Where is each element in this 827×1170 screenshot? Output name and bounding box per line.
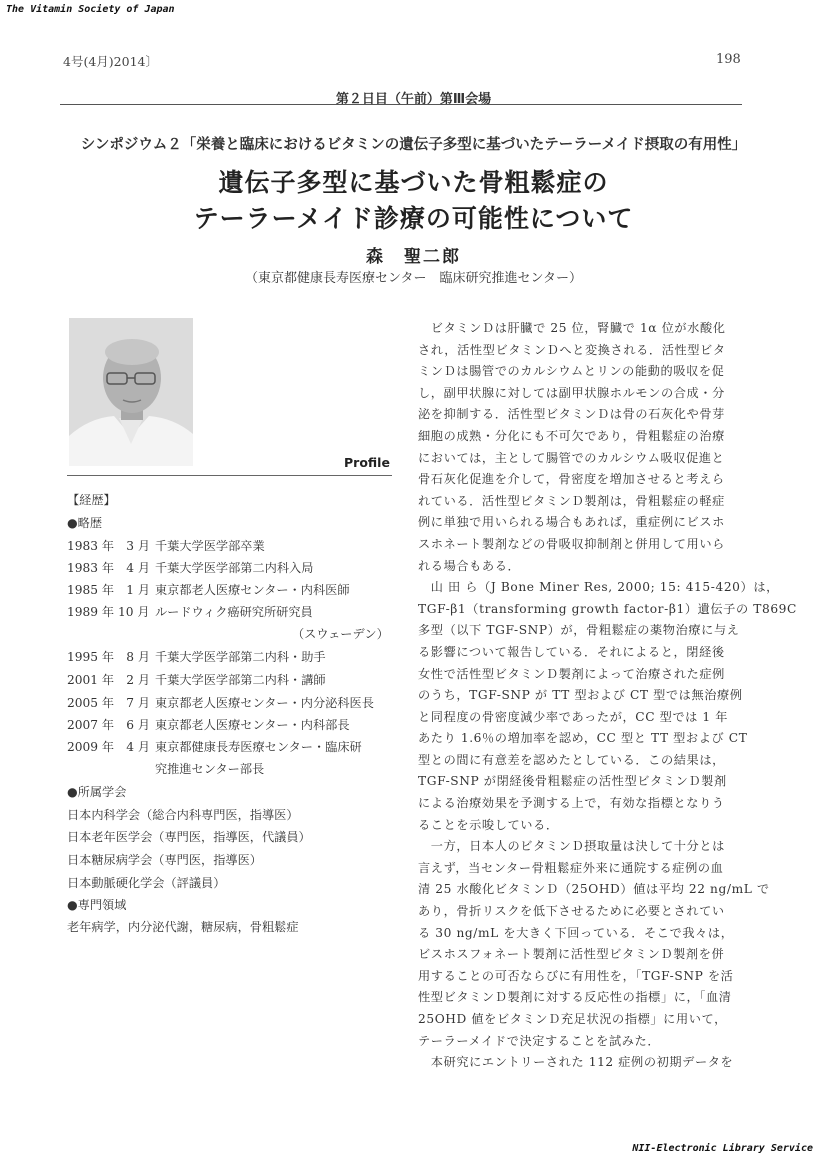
- article-title-line1: 遺伝子多型に基づいた骨粗鬆症の: [218, 168, 609, 197]
- body-line: 言えず，当センター骨粗鬆症外来に通院する症例の血: [418, 860, 724, 875]
- body-line: ることを示唆している．: [418, 817, 559, 832]
- article-title-line2: テーラーメイド診療の可能性について: [193, 204, 634, 233]
- societies-heading: ●所属学会: [67, 785, 127, 799]
- footer-service: NII-Electronic Library Service: [632, 1143, 813, 1154]
- page-number: 198: [716, 52, 741, 67]
- body-line: ビスホスフォネート製剤に活性型ビタミンＤ製剤を併: [418, 947, 725, 962]
- history-year: 1983 年 4 月: [67, 561, 151, 575]
- body-line: ビタミンＤは肝臓で 25 位，腎臓で 1α 位が水酸化: [418, 321, 726, 335]
- history-row: [67, 738, 362, 755]
- body-line: 用することの可否ならびに有用性を，「TGF-SNP を活: [418, 968, 734, 983]
- history-year: 2009 年 4 月: [67, 740, 151, 754]
- history-year: 2001 年 2 月: [67, 673, 151, 687]
- profile-label: Profile: [344, 455, 390, 470]
- profile-rule: [67, 475, 392, 476]
- body-text: [418, 318, 797, 1074]
- history-row-continued: [292, 625, 389, 642]
- body-line: あり，骨折リスクを低下させるために必要とされてい: [418, 904, 725, 919]
- specialty-text: 老年病学，内分泌代謝，糖尿病，骨粗鬆症: [67, 920, 299, 934]
- history-event: 千葉大学医学部卒業: [155, 539, 265, 553]
- body-line: による治療効果を予測する上で，有効な指標となりう: [418, 796, 725, 811]
- author-affiliation: （東京都健康長寿医療センター 臨床研究推進センター）: [245, 271, 582, 286]
- history-year: 1995 年 8 月: [67, 650, 151, 664]
- body-line: 山 田 ら（J Bone Miner Res, 2000; 15: 415-420）は，: [418, 580, 779, 595]
- body-line: 本研究にエントリーされた 112 症例の初期データを: [418, 1055, 734, 1070]
- body-line: し，副甲状腺に対しては副甲状腺ホルモンの合成・分: [418, 385, 725, 400]
- history-row: [67, 648, 326, 665]
- body-line: され，活性型ビタミンＤへと変換される．活性型ビタ: [418, 342, 726, 357]
- specialty-heading: ●専門領域: [67, 898, 127, 912]
- history-event: （スウェーデン）: [292, 627, 389, 641]
- body-line: れている．活性型ビタミンＤ製剤は，骨粗鬆症の軽症: [418, 493, 725, 508]
- body-line: 一方，日本人のビタミンＤ摂取量は決して十分とは: [418, 839, 725, 854]
- body-line: る 30 ng/mL を大きく下回っている．そこで我々は，: [418, 925, 734, 940]
- body-line: る影響について報告している．それによると，閉経後: [418, 644, 725, 659]
- history-year: 1985 年 1 月: [67, 583, 151, 597]
- history-row: [67, 559, 313, 576]
- history-row: [67, 671, 326, 688]
- header-rule: [60, 104, 742, 105]
- society-item: 日本動脈硬化学会（評議員）: [67, 876, 226, 890]
- body-line: 清 25 水酸化ビタミンＤ（25OHD）値は平均 22 ng/mL で: [418, 882, 770, 897]
- history-event: 東京都老人医療センター・内分泌科医長: [155, 696, 374, 710]
- body-line: 多型（以下 TGF-SNP）が，骨粗鬆症の薬物治療に与え: [418, 623, 740, 638]
- author-photo: [69, 318, 193, 466]
- society-item: 日本糖尿病学会（専門医，指導医）: [67, 853, 262, 867]
- body-line: 細胞の成熟・分化にも不可欠であり，骨粗鬆症の治療: [418, 428, 725, 443]
- issue-info: 4号(4月)2014〕: [63, 54, 158, 69]
- body-line: 骨石灰化促進を介して，骨密度を増加させると考えら: [418, 472, 725, 487]
- history-year: 2005 年 7 月: [67, 696, 151, 710]
- history-row: [67, 537, 265, 554]
- career-heading: 【経歴】: [67, 493, 116, 507]
- body-line: のうち，TGF-SNP が TT 型および CT 型では無治療例: [418, 688, 743, 703]
- history-event: 千葉大学医学部第二内科入局: [155, 561, 314, 575]
- body-line: れる場合もある．: [418, 558, 521, 573]
- body-line: スホネート製剤などの骨吸収抑制剤と併用して用いら: [418, 536, 725, 551]
- society-header: The Vitamin Society of Japan: [6, 4, 175, 15]
- history-row: [67, 716, 350, 733]
- body-line: においては，主として腸管でのカルシウム吸収促進と: [418, 450, 725, 465]
- society-item: 日本内科学会（総合内科専門医，指導医）: [67, 808, 299, 822]
- body-line: 性型ビタミンＤ製剤に対する反応性の指標」に，「血清: [418, 990, 732, 1005]
- session-heading: 第２日目（午前）第Ⅲ会場: [335, 92, 492, 107]
- history-event: 東京都老人医療センター・内科医師: [155, 583, 350, 597]
- body-line: テーラーメイドで決定することを試みた．: [418, 1033, 661, 1048]
- history-event: 千葉大学医学部第二内科・助手: [155, 650, 326, 664]
- body-line: 25OHD 値をビタミンＤ充足状況の指標」に用いて，: [418, 1012, 727, 1026]
- body-line: ミンＤは腸管でのカルシウムとリンの能動的吸収を促: [418, 364, 725, 379]
- symposium-title: シンポジウム２「栄養と臨床におけるビタミンの遺伝子多型に基づいたテーラーメイド摂取の有用性」: [80, 137, 747, 153]
- history-row: [67, 694, 374, 711]
- history-event: 千葉大学医学部第二内科・講師: [155, 673, 326, 687]
- body-line: 型との間に有意差を認めたとしている．この結果は，: [418, 752, 725, 767]
- history-year: 2007 年 6 月: [67, 718, 151, 732]
- history-row: [67, 581, 350, 598]
- history-row-continued: [155, 760, 264, 777]
- body-line: と同程度の骨密度減少率であったが，CC 型では 1 年: [418, 709, 729, 724]
- body-line: 泌を抑制する．活性型ビタミンＤは骨の石灰化や骨芽: [418, 407, 725, 422]
- history-event: ルードウィク癌研究所研究員: [155, 605, 313, 619]
- body-line: TGF-β1（transforming growth factor-β1）遺伝子の T869C: [418, 601, 797, 616]
- body-line: あたり 1.6％の増加率を認め，CC 型と TT 型および CT: [418, 731, 748, 746]
- body-line: TGF-SNP が閉経後骨粗鬆症の活性型ビタミンＤ製剤: [418, 774, 727, 789]
- history-heading: ●略歴: [67, 516, 103, 530]
- history-event: 東京都老人医療センター・内科部長: [155, 718, 350, 732]
- history-year: 1983 年 3 月: [67, 539, 151, 553]
- society-item: 日本老年医学会（専門医，指導医，代議員）: [67, 830, 311, 844]
- author-name: 森 聖二郎: [366, 247, 461, 267]
- history-event: 東京都健康長寿医療センター・臨床研: [155, 740, 362, 754]
- history-row: [67, 603, 313, 620]
- body-line: 女性で活性型ビタミンＤ製剤によって治療された症例: [418, 666, 725, 681]
- history-year: 1989 年 10 月: [67, 605, 150, 619]
- body-line: 例に単独で用いられる場合もあれば，重症例にビスホ: [418, 515, 725, 530]
- history-event: 究推進センター部長: [155, 762, 265, 776]
